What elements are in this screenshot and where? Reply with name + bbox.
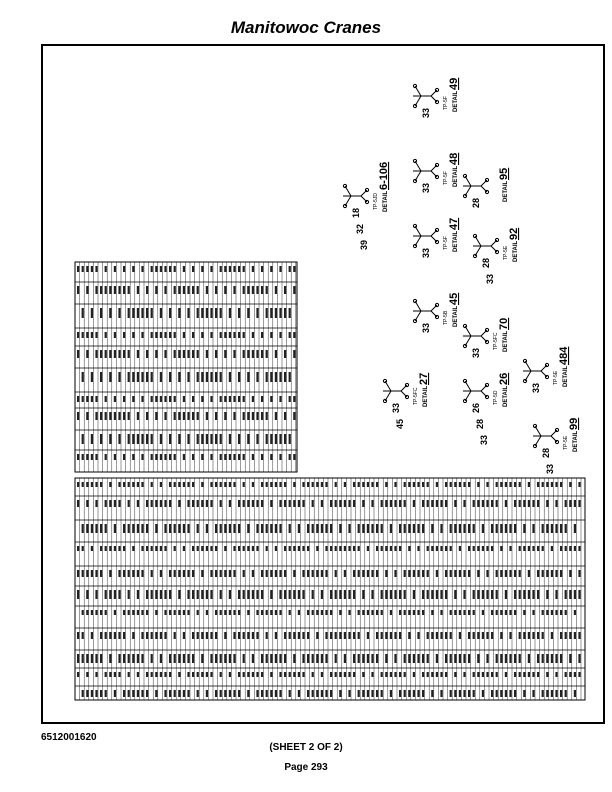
detail-wire-number: 33 [391,402,401,413]
connector-detail [473,228,520,284]
page-title: Manitowoc Cranes [230,18,382,37]
detail-label: DETAIL [453,90,459,112]
sheet-indicator: (SHEET 2 OF 2) [269,742,343,753]
detail-wire-number: 33 [421,107,431,118]
page-number: Page 293 [284,762,328,773]
detail-label: DETAIL [503,330,509,352]
detail-id: 49 [448,77,460,90]
detail-tp-label: TP-5F [443,171,449,185]
detail-id: 484 [558,346,570,365]
connector-detail [413,78,460,118]
detail-wire-number: 26 [471,402,481,413]
detail-label: DETAIL [573,430,579,452]
detail-wire-number: 28 [481,257,491,268]
detail-wire-number: 33 [479,434,489,445]
connector-detail [463,168,510,208]
detail-wire-number: 28 [541,447,551,458]
detail-tp-label: TP-5F [443,96,449,110]
detail-tp-label: TP-5F [443,236,449,250]
schematic-drawing [43,46,603,722]
connector-detail [523,346,570,393]
detail-label: DETAIL [453,230,459,252]
detail-tp-label: TP-5JD [373,193,379,210]
connector-detail [413,153,460,193]
detail-label: DETAIL [453,305,459,327]
detail-wire-number: 18 [351,207,361,218]
drawing-frame [41,44,605,724]
detail-label: DETAIL [503,180,509,202]
detail-id: 45 [448,292,460,305]
detail-tp-label: TP-5D [493,390,499,405]
connector-detail [383,373,430,429]
connector-details [343,78,580,474]
detail-label: DETAIL [423,385,429,407]
detail-wire-number: 33 [421,182,431,193]
detail-wire-number: 33 [471,347,481,358]
detail-label: DETAIL [513,240,519,262]
wire-table-lower [75,478,585,700]
detail-tp-label: TP-5FC [493,332,499,350]
detail-label: DETAIL [453,165,459,187]
connector-detail [463,373,510,445]
detail-wire-number: 33 [545,463,555,474]
detail-wire-number: 28 [471,197,481,208]
detail-id: 70 [498,317,510,330]
detail-tp-label: TP-5FC [413,387,419,405]
detail-id: 27 [418,372,430,385]
detail-id: 48 [448,152,460,165]
connector-detail [463,318,510,358]
detail-wire-number: 33 [421,247,431,258]
detail-tp-label: TP-5B [443,310,449,325]
detail-wire-number: 33 [421,322,431,333]
detail-id: 47 [448,217,460,230]
detail-label: DETAIL [563,365,569,387]
detail-label: DETAIL [383,190,389,212]
wire-table-upper [75,262,297,472]
detail-id: 92 [508,227,520,240]
detail-label: DETAIL [503,385,509,407]
detail-wire-number: 28 [475,418,485,429]
detail-wire-number: 45 [395,418,405,429]
detail-id: 99 [568,417,580,430]
detail-tp-label: TP-5E [563,435,569,450]
connector-detail [413,293,460,333]
detail-wire-number: 32 [355,223,365,234]
detail-id: 26 [498,372,510,385]
document-number: 6512001620 [41,732,97,743]
detail-wire-number: 39 [359,239,369,250]
connector-detail [533,418,580,474]
detail-id: 6-106 [378,161,390,190]
detail-wire-number: 33 [485,273,495,284]
detail-id: 95 [498,167,510,180]
connector-detail [343,162,390,250]
detail-tp-label: TP-5E [553,370,559,385]
connector-detail [413,218,460,258]
detail-wire-number: 33 [531,382,541,393]
detail-tp-label: TP-5E [503,245,509,260]
